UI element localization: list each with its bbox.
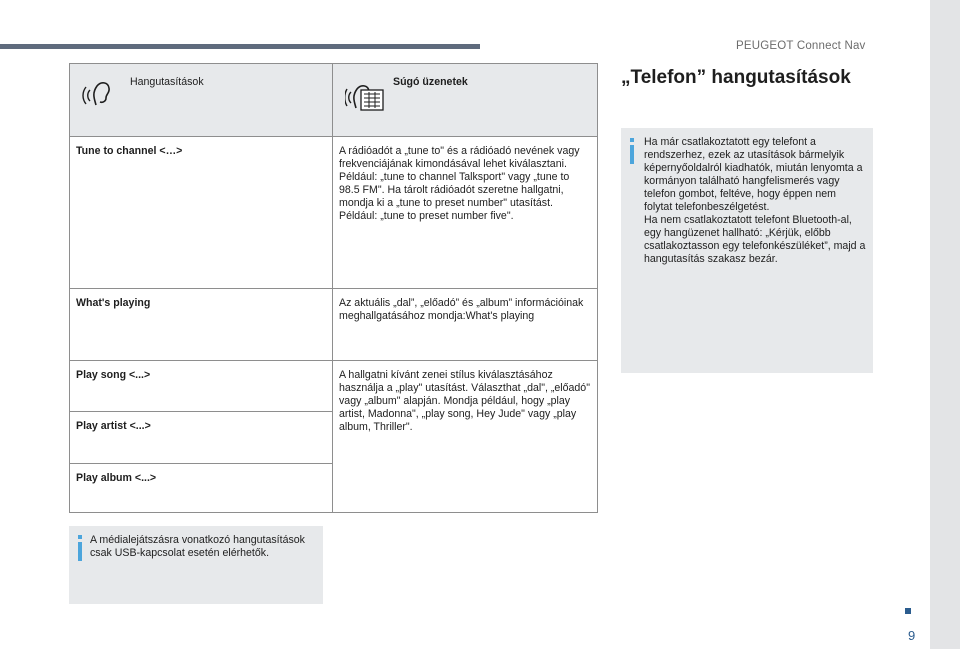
media-note-text: A médialejátszásra vonatkozó hangutasítások csak USB-kapcsolat esetén elérhetők.	[90, 534, 305, 559]
table-row	[70, 137, 598, 289]
command-cell: Play album <...>	[70, 464, 333, 513]
table-header-commands-label: Hangutasítások	[130, 76, 204, 88]
side-strip	[930, 0, 960, 649]
command-cell: Play artist <...>	[70, 412, 333, 464]
phone-section-title: „Telefon” hangutasítások	[621, 67, 851, 88]
phone-note-text: Ha már csatlakoztatott egy telefont a rendszerhez, ezek az utasítások bármelyik képernyőoldalról kiadhatók, miután lenyomta a kormányon található hangfelismerés vagy telefon gombot, feltéve, hogy éppen nem folytat telefonbeszélgetést. Ha nem csatlakoztatott telefont Bluetooth-al, egy hangüzenet hallható: „Kérjük, előbb csatlakoztasson egy telefonkészüléket”, majd a hangutasítás szakasz bezár.	[644, 136, 866, 265]
table-header-row	[70, 64, 598, 137]
command-cell: Tune to channel <…>	[70, 137, 333, 289]
continued-marker	[905, 608, 911, 614]
info-icon-bar	[630, 145, 634, 164]
help-cell: Az aktuális „dal”, „előadó” és „album” információinak meghallgatásához mondja:What's playing	[333, 289, 598, 361]
info-icon	[78, 535, 82, 539]
page-number: 9	[908, 628, 916, 643]
command-cell: Play song <...>	[70, 361, 333, 412]
top-rule	[0, 44, 480, 49]
table-row	[70, 361, 598, 412]
command-cell: What's playing	[70, 289, 333, 361]
info-icon-bar	[78, 542, 82, 561]
voice-command-icon	[82, 78, 114, 112]
phone-note-box	[621, 128, 873, 373]
table-header-commands	[70, 64, 333, 137]
table-header-help	[333, 64, 598, 137]
voice-command-table	[69, 63, 598, 513]
help-cell: A hallgatni kívánt zenei stílus kiválasztásához használja a „play" utasítást. Választhat „dal", „előadó" vagy „album" alapján. Mondja például, hogy „play artist, Madonna", „play song, Hey Jude" vagy „play album, Thriller".	[333, 361, 598, 513]
table-row	[70, 289, 598, 361]
info-icon	[630, 138, 634, 142]
voice-help-icon	[345, 78, 385, 116]
media-note-box	[69, 526, 323, 604]
help-cell: A rádióadót a „tune to" és a rádióadó nevének vagy frekvenciájának kimondásával lehet kiválasztani. Például: „tune to channel Talksport" vagy „tune to 98.5 FM". Ha tárolt rádióadót szeretne hallgatni, mondja ki a „tune to preset number" utasítást. Például: „tune to preset number five".	[333, 137, 598, 289]
table-header-help-label: Súgó üzenetek	[393, 76, 468, 88]
header-title: PEUGEOT Connect Nav	[736, 40, 866, 52]
